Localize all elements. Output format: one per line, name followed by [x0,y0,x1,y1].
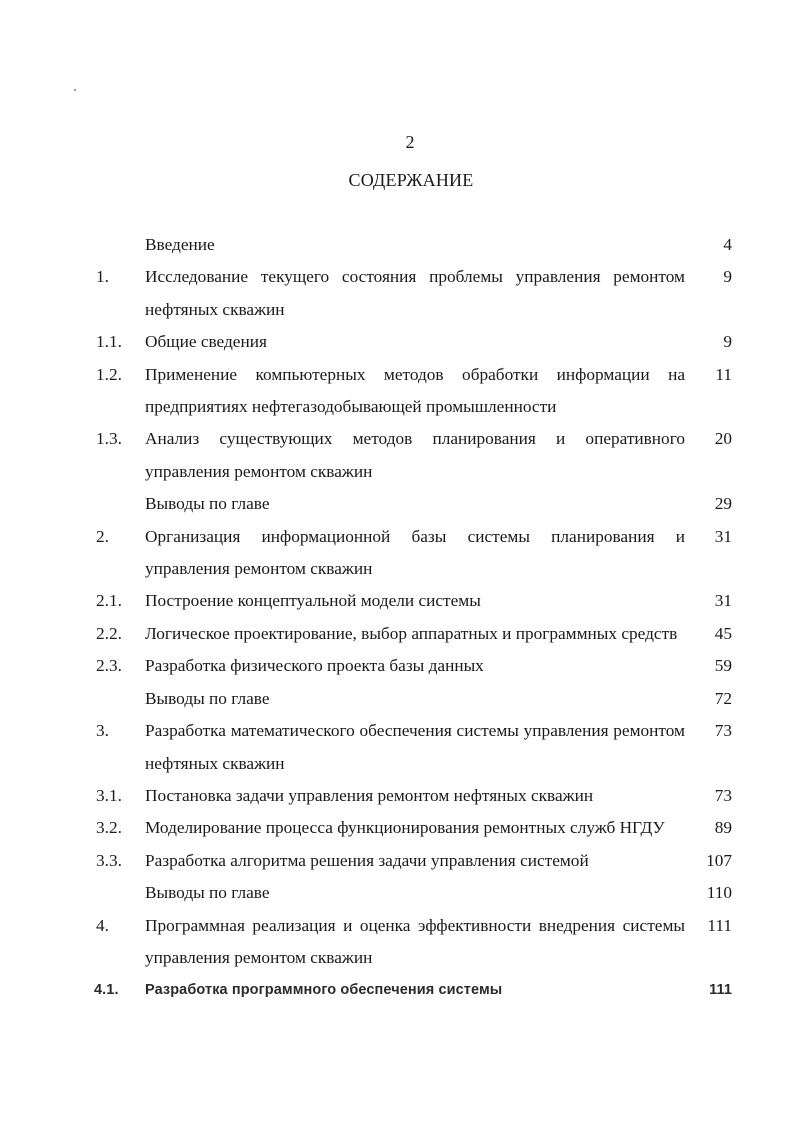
toc-entry-page: 111 [707,915,732,935]
toc-entry [0,229,793,261]
toc-entry-title: Разработка программного обеспечения системы [145,982,503,999]
toc-entry-number: 2.3. [96,656,122,676]
toc-entry-title: Моделирование процесса функционирования ремонтных служб НГДУ [145,818,665,838]
toc-entry-title: Введение [145,235,215,254]
toc-entry-title: Применение компьютерных методов обработки информации на предприятиях нефтегазодобывающей промышленности [145,364,685,417]
toc-entry-title: Организация информационной базы системы планирования и управления ремонтом скважин [145,526,685,579]
toc-entry-page: 31 [714,526,732,546]
page-number: 2 [405,132,415,152]
toc-entry [0,261,793,326]
toc-entry-page: 29 [714,494,732,514]
toc-entry-page: 11 [715,364,732,384]
toc-entry-title: Разработка математического обеспечения системы управления ремонтом нефтяных скважин [145,721,685,773]
toc-entry-page: 4 [723,235,732,254]
toc-entry-number: 3.3. [96,850,122,870]
toc-entry-title: Исследование текущего состояния проблемы управления ремонтом нефтяных скважин [145,267,685,319]
toc-entry-page: 9 [723,267,732,287]
toc-entry-page: 73 [714,785,732,805]
toc-entry-page: 73 [714,721,732,741]
toc-entry-number: 3. [96,721,109,741]
toc-entry-title: Анализ существующих методов планирования и оперативного управления ремонтом скважин [145,429,685,481]
toc-entry-page: 72 [714,688,732,708]
toc-entry-number: 4.1. [94,982,119,999]
toc-entry [0,326,793,358]
toc-entry [0,812,793,844]
toc-entry-page: 45 [714,623,732,643]
toc-entry [0,877,793,909]
toc-entry-title: Выводы по главе [145,688,270,708]
toc-entry-title: Общие сведения [145,332,267,352]
toc-entry [0,521,793,586]
toc-entry-title: Разработка физического проекта базы данных [145,656,484,676]
toc-entry-number: 1.3. [96,429,122,449]
toc-entry-title: Программная реализация и оценка эффективности внедрения системы управления ремонтом скважин [145,915,685,967]
toc-entry [0,585,793,617]
toc-entry [0,715,793,780]
toc-entry-page: 89 [714,818,732,838]
toc-entry-page: 9 [723,332,732,352]
toc-entry-title: Выводы по главе [145,883,270,903]
toc-entry-number: 1. [96,267,109,287]
toc-entry [0,488,793,520]
toc-entry-number: 3.2. [96,818,122,838]
toc-entry-page: 20 [714,429,732,449]
toc-entry-title: Построение концептуальной модели системы [145,591,481,611]
scan-speck [74,89,76,91]
toc-entry-number: 2. [96,526,109,546]
toc-entry [0,359,793,424]
toc-entry-page: 111 [709,982,732,999]
toc-list [0,229,793,1007]
toc-entry-page: 110 [706,883,732,903]
toc-entry-page: 107 [706,850,732,870]
toc-entry [0,845,793,877]
toc-entry-number: 4. [96,915,109,935]
toc-entry-number: 1.1. [96,332,122,352]
toc-entry [0,683,793,715]
toc-entry-number: 2.1. [96,591,122,611]
toc-entry [0,650,793,682]
toc-entry [0,780,793,812]
toc-entry-title: Логическое проектирование, выбор аппаратных и программных средств [145,623,678,643]
toc-entry-number: 2.2. [96,623,122,643]
toc-entry-page: 31 [714,591,732,611]
toc-entry-title: Разработка алгоритма решения задачи управления системой [145,850,589,870]
toc-title: СОДЕРЖАНИЕ [348,170,474,190]
toc-entry-number: 1.2. [96,364,122,384]
toc-entry [0,618,793,650]
toc-entry-number: 3.1. [96,785,122,805]
toc-entry [0,910,793,975]
toc-entry-page: 59 [714,656,732,676]
toc-entry [0,423,793,488]
toc-entry-title: Выводы по главе [145,494,270,514]
toc-entry-title: Постановка задачи управления ремонтом нефтяных скважин [145,785,594,805]
toc-entry [0,974,793,1006]
